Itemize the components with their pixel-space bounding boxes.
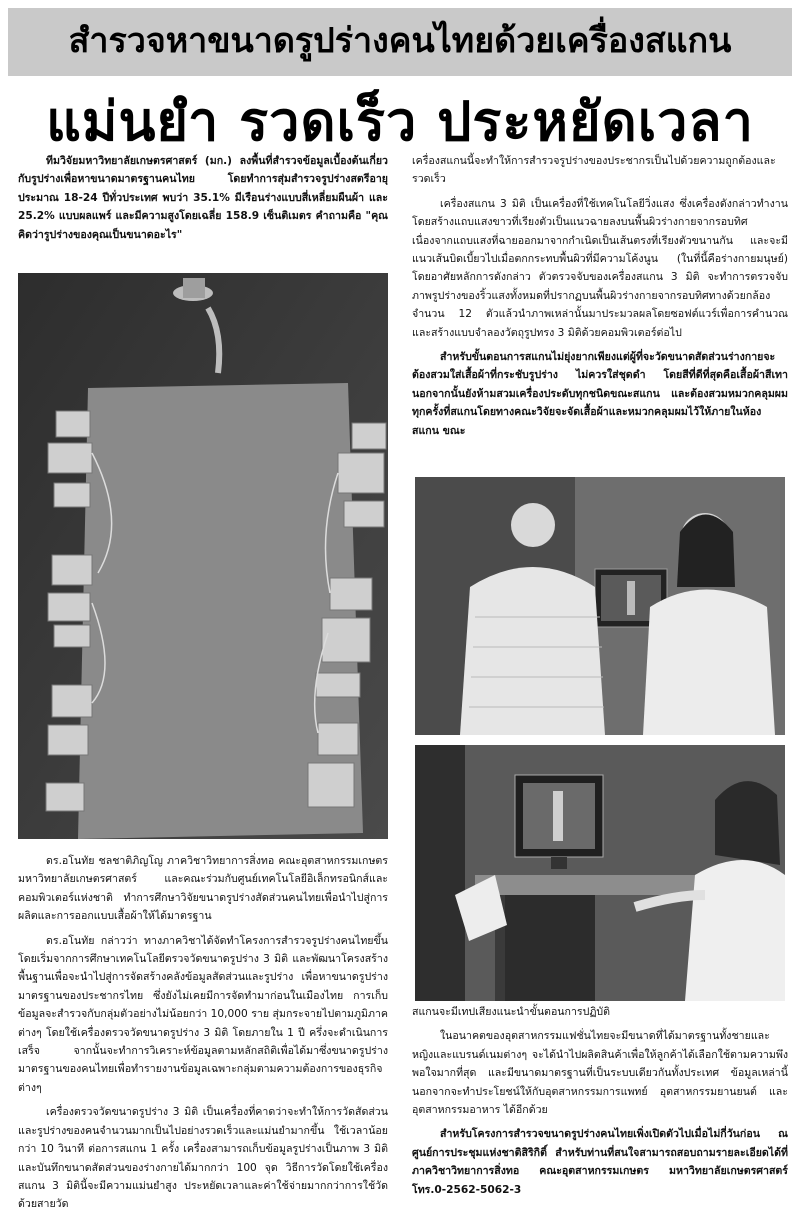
right-lower-column xyxy=(412,1003,788,1205)
researchers-photo xyxy=(415,477,785,735)
scan-operator-illustration xyxy=(415,745,785,1001)
researchers-illustration xyxy=(415,477,785,735)
article-paragraph: เครื่องตรวจวัดขนาดรูปร่าง 3 มิติ เป็นเครื่องที่คาดว่าจะทำให้การวัดสัดส่วนและรูปร่างของคนจำนวนมากเป็นไปอย่างรวดเร็วและแม่นยำมากขึ้น ใช้เวลาน้อยกว่า 10 วินาที ต่อการสแกน 1 ครั้ง เครื่องสามารถเก็บข้อมูลรูปร่างเป็นภาพ 3 มิติ และบันทึกขนาดสัดส่วนของร่างกายได้มากกว่า 100 จุด วิธีการวัดโดยใช้เครื่องสแกน 3 มิตินี้จะมีความแม่นยำสูง ประหยัดเวลาและค่าใช้จ่ายมากกว่าการใช้วัดด้วยสายวัด xyxy=(18,1106,388,1211)
scanner-booth-illustration xyxy=(18,273,388,839)
article-paragraph: ดร.อโนทัย กล่าวว่า ทางภาควิชาได้จัดทำโครงการสำรวจรูปร่างคนไทยขึ้น โดยเริ่มจากการศึกษาเทคโนโลยีตรวจวัดขนาดรูปร่าง 3 มิติ และพัฒนาโครงสร้างพื้นฐานเพื่อจะนำไปสู่การจัดสร้างคลังข้อมูลสัดส่วนและรูปร่าง เพื่อหาขนาดรูปร่างมาตรฐานของประชากรไทย ซึ่งยังไม่เคยมีการจัดทำมาก่อนในเมืองไทย การเก็บข้อมูลจะสำรวจกับกลุ่มตัวอย่างไม่น้อยกว่า 10,000 ราย สุ่มกระจายไปตามภูมิภาคต่างๆ โดยใช้เครื่องตรวจวัดขนาดรูปร่าง 3 มิติ โดยภายใน 1 ปี ครึ่งจะดำเนินการเสร็จ จากนั้นจะทำการวิเคราะห์ข้อมูลตามหลักสถิติเพื่อได้มาซึ่งขนาดรูปร่างมาตรฐานของคนไทยเพื่อทำรายงานข้อมูลเฉพาะกลุ่มตามความต้องการของธุรกิจต่างๆ xyxy=(18,934,388,1094)
intro-paragraph: ทีมวิจัยมหาวิทยาลัยเกษตรศาสตร์ (มก.) ลงพื้นที่สำรวจข้อมูลเบื้องต้นเกี่ยวกับรูปร่างเพื่อหาขนาดมาตรฐานคนไทย โดยทำการสุ่มสำรวจรูปร่างสตรีอายุประมาณ 18-24 ปีทั่วประเทศ พบว่า 35.1% มีเรือนร่างแบบสี่เหลี่ยมผืนผ้า และ 25.2% แบบผลแพร์ และมีความสูงโดยเฉลี่ย 158.9 เซ็นติเมตร คำถามคือ "คุณคิดว่ารูปร่างของคุณเป็นขนาดอะไร" xyxy=(18,155,388,241)
photo-caption: สแกนจะมีเทปเสียงแนะนำขั้นตอนการปฏิบัติ xyxy=(412,1006,611,1018)
article-paragraph: เครื่องสแกน 3 มิติ เป็นเครื่องที่ใช้เทคโนโลยีวิ่งแสง ซึ่งเครื่องดังกล่าวทำงานโดยสร้างแถบแสงขาวที่เรียงตัวเป็นแนวฉายลงบนพื้นผิวร่างกายจากรอบทิศ เนื่องจากแถบแสงที่ฉายออกมาจากกำเนิดเป็นเส้นตรงที่เรียงตัวขนานกัน และจะมีแนวเส้นบิดเบี้ยวไปเมื่อตกกระทบพื้นผิวที่มีความโค้งนูน (ในที่นี้คือร่างกายมนุษย์) โดยอาศัยหลักการดังกล่าว ตัวตรวจจับของเครื่องสแกน 3 มิติ จะทำการตรวจจับภาพรูปร่างของริ้วแสงทั้งหมดที่ปรากฏบนพื้นผิวร่างกายจากรอบทิศทางด้วยกล้องจำนวน 12 ตัวแล้วนำภาพเหล่านั้นมาประมวลผลโดยซอฟต์แวร์เพื่อการคำนวณ และสร้างแบบจำลองวัตถุรูปทรง 3 มิติด้วยคอมพิวเตอร์ต่อไป xyxy=(412,197,788,339)
article-paragraph: สำหรับขั้นตอนการสแกนไม่ยุ่งยากเพียงแต่ผู้ที่จะวัดขนาดสัดส่วนร่างกายจะต้องสวมใส่เสื้อผ้าที่กระชับรูปร่าง ไม่ควรใส่ชุดดำ โดยสีที่ดีที่สุดคือเสื้อผ้าสีเทา นอกจากนั้นยังห้ามสวมเครื่องประดับทุกชนิดขณะสแกน และต้องสวมหมวกคลุมผมทุกครั้งที่สแกนโดยทางคณะวิจัยจะจัดเสื้อผ้าและหมวกคลุมผมไว้ให้ภายในห้องสแกน ขณะ xyxy=(412,351,788,437)
left-body-column xyxy=(18,852,388,1220)
article-paragraph: ในอนาคตของอุตสาหกรรมแฟชั่นไทยจะมีขนาดที่ได้มาตรฐานทั้งชายและหญิงและแบรนด์เนมต่างๆ จะได้นำไปผลิตสินค้าเพื่อให้ลูกค้าได้เลือกใช้ตามความพึงพอใจมากที่สุด และมีขนาดมาตรฐานที่เป็นระบบเดียวกันทั้งประเทศ ข้อมูลเหล่านี้นอกจากจะทำประโยชน์ให้กับอุตสาหกรรมการแพทย์ อุตสาหกรรมยานยนต์ และอุตสาหกรรมอาหาร ได้อีกด้วย xyxy=(412,1030,788,1117)
intro-column xyxy=(18,152,388,250)
headline-primary: สำรวจหาขนาดรูปร่างคนไทยด้วยเครื่องสแกน xyxy=(68,21,732,61)
article-paragraph: ดร.อโนทัย ชลชาติภิญโญ ภาควิชาวิทยาการสิ่งทอ คณะอุตสาหกรรมเกษตร มหาวิทยาลัยเกษตรศาสตร์ และคณะร่วมกับศูนย์เทคโนโลยีอิเล็กทรอนิกส์และคอมพิวเตอร์แห่งชาติ ทำการศึกษาวิจัยขนาดรูปร่างสัดส่วนคนไทยเพื่อนำไปสู่การผลิตและการออกแบบเสื้อผ้าให้ได้มาตรฐาน xyxy=(18,855,388,923)
article-paragraph: เครื่องสแกนนี้จะทำให้การสำรวจรูปร่างของประชากรเป็นไปด้วยความถูกต้องและรวดเร็ว xyxy=(412,155,776,186)
contact-paragraph: สำหรับโครงการสำรวจขนาดรูปร่างคนไทยเพิ่งเปิดตัวไปเมื่อไม่กี่วันก่อน ณ ศูนย์การประชุมแห่งชาติสิริกิติ์ สำหรับท่านที่สนใจสามารถสอบถามรายละเอียดได้ที่ ภาควิชาวิทยาการสิ่งทอ คณะอุตสาหกรรมเกษตร มหาวิทยาลัยเกษตรศาสตร์ โทร.0-2562-5062-3 xyxy=(412,1128,788,1196)
scanner-booth-photo xyxy=(18,273,388,839)
headline-secondary: แม่นยำ รวดเร็ว ประหยัดเวลา xyxy=(46,90,754,153)
right-body-column xyxy=(412,152,788,446)
scan-operator-photo xyxy=(415,745,785,1001)
